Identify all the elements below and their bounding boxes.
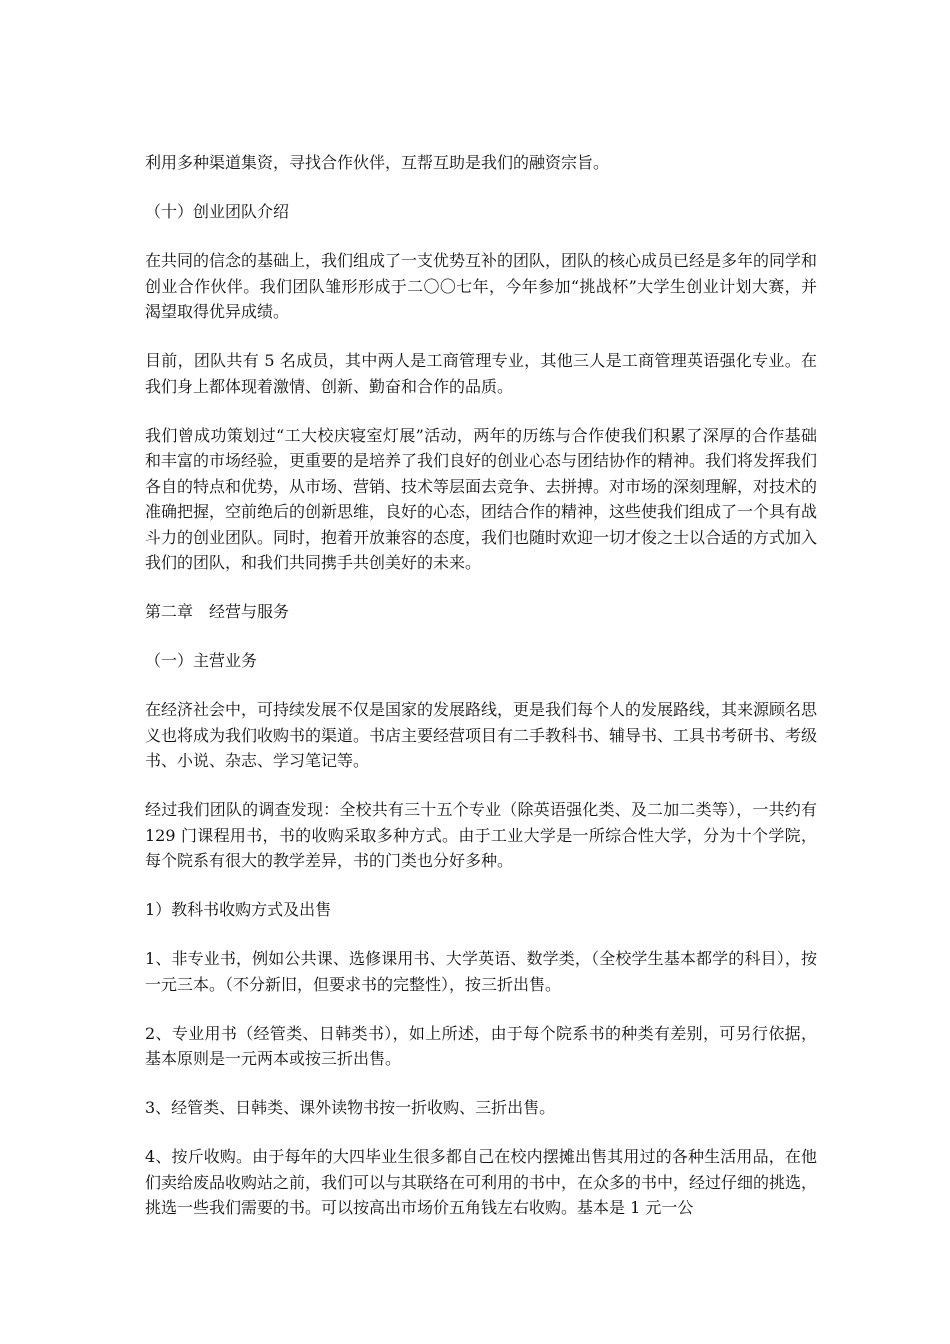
section-heading-main-business: （一）主营业务 bbox=[145, 651, 258, 670]
list-item-non-major-books: 1、非专业书，例如公共课、选修课用书、大学英语、数学类，（全校学生基本都学的科目），按一元三本。（不分新旧，但要求书的完整性），按三折出售。 bbox=[145, 949, 817, 994]
paragraph-financing-purpose: 利用多种渠道集资，寻找合作伙伴，互帮互助是我们的融资宗旨。 bbox=[145, 153, 610, 172]
list-item-purchase-by-weight: 4、按斤收购。由于每年的大四毕业生很多都自己在校内摆摊出售其用过的各种生活用品，在他们卖给废品收购站之前，我们可以与其联络在可利用的书中，在众多的书中，经过仔细的挑选，挑选一些我们需要的书。可以按高出市场价五角钱左右收购。基本是 1 元一公 bbox=[145, 1147, 818, 1217]
paragraph-survey-findings: 经过我们团队的调查发现：全校共有三十五个专业（除英语强化类、及二加二类等），一共约有 129 门课程用书，书的收购采取多种方式。由于工业大学是一所综合性大学，分为十个学院，每个院系有很大的教学差异，书的门类也分好多种。 bbox=[145, 800, 817, 870]
paragraph-team-foundation: 在共同的信念的基础上，我们组成了一支优势互补的团队，团队的核心成员已经是多年的同学和创业合作伙伴。我们团队雏形形成于二〇〇七年，今年参加“挑战杯”大学生创业计划大赛，并渴望取得优异成绩。 bbox=[145, 251, 818, 321]
subsection-heading-textbook-purchase: 1）教科书收购方式及出售 bbox=[145, 900, 332, 919]
section-heading-team-intro: （十）创业团队介绍 bbox=[145, 202, 290, 221]
paragraph-team-members: 目前，团队共有 5 名成员，其中两人是工商管理专业，其他三人是工商管理英语强化专业。在我们身上都体现着激情、创新、勤奋和合作的品质。 bbox=[145, 351, 817, 396]
paragraph-team-experience: 我们曾成功策划过“工大校庆寝室灯展”活动，两年的历练与合作使我们积累了深厚的合作基础和丰富的市场经验，更重要的是培养了我们良好的创业心态与团结协作的精神。我们将发挥我们各自的特点和优势，从市场、营销、技术等层面去竞争、去拼搏。对市场的深刻理解，对技术的准确把握，空前绝后的创新思维，良好的心态，团结合作的精神，这些使我们组成了一个具有战斗力的创业团队。同时，抱着开放兼容的态度，我们也随时欢迎一切才俊之士以合适的方式加入我们的团队，和我们共同携手共创美好的未来。 bbox=[145, 425, 818, 572]
list-item-extracurricular-books: 3、经管类、日韩类、课外读物书按一折收购、三折出售。 bbox=[145, 1098, 556, 1117]
list-item-major-books: 2、专业用书（经管类、日韩类书），如上所述，由于每个院系书的种类有差别，可另行依据，基本原则是一元两本或按三折出售。 bbox=[145, 1023, 817, 1068]
document-body bbox=[145, 150, 817, 1244]
paragraph-business-overview: 在经济社会中，可持续发展不仅是国家的发展路线，更是我们每个人的发展路线，其来源顾名思义也将成为我们收购书的渠道。书店主要经营项目有二手教科书、辅导书、工具书考研书、考级书、小说、杂志、学习笔记等。 bbox=[145, 700, 818, 770]
chapter-heading-operations: 第二章 经营与服务 bbox=[145, 602, 290, 621]
